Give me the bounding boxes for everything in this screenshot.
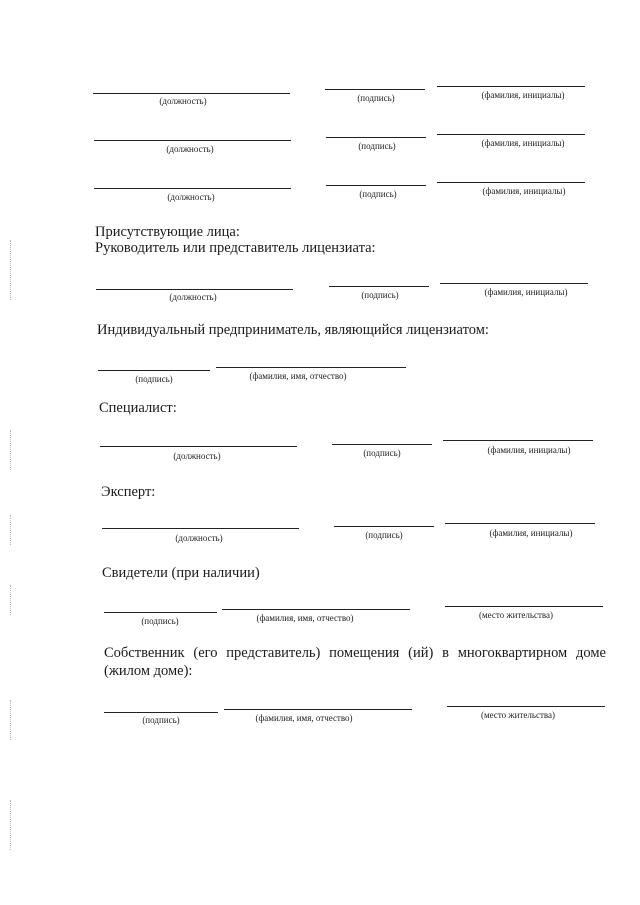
witnesses-heading: Свидетели (при наличии): [102, 565, 260, 581]
position-caption: (должность): [166, 144, 214, 154]
signature-caption: (подпись): [135, 374, 173, 384]
signature-line: [326, 137, 426, 138]
full-name-caption: (фамилия, имя, отчество): [255, 713, 353, 723]
scan-margin-marks: [10, 585, 13, 615]
signature-caption: (подпись): [359, 189, 397, 199]
full-name-line: [222, 609, 410, 610]
residence-caption: (место жительства): [478, 610, 554, 620]
licensee-head-heading: Руководитель или представитель лицензиата:: [95, 240, 376, 256]
signature-caption: (подпись): [357, 93, 395, 103]
signature-caption: (подпись): [358, 141, 396, 151]
scan-margin-marks: [10, 515, 13, 545]
signature-line: [326, 185, 426, 186]
signature-line: [98, 370, 210, 371]
specialist-heading: Специалист:: [99, 400, 177, 416]
surname-initials-caption: (фамилия, инициалы): [484, 287, 568, 297]
residence-line: [445, 606, 603, 607]
signature-caption: (подпись): [365, 530, 403, 540]
position-caption: (должность): [169, 292, 217, 302]
signature-line: [104, 712, 218, 713]
position-line: [102, 528, 299, 529]
signature-caption: (подпись): [142, 715, 180, 725]
signature-caption: (подпись): [361, 290, 399, 300]
residence-caption: (место жительства): [480, 710, 556, 720]
surname-initials-line: [445, 523, 595, 524]
position-line: [94, 140, 291, 141]
surname-initials-caption: (фамилия, инициалы): [481, 90, 565, 100]
surname-initials-line: [440, 283, 588, 284]
full-name-caption: (фамилия, имя, отчество): [249, 371, 347, 381]
position-line: [94, 188, 291, 189]
scan-margin-marks: [10, 800, 13, 850]
residence-line: [447, 706, 605, 707]
position-caption: (должность): [173, 451, 221, 461]
scan-margin-marks: [10, 430, 13, 470]
signature-line: [325, 89, 425, 90]
signature-caption: (подпись): [141, 616, 179, 626]
signature-caption: (подпись): [363, 448, 401, 458]
surname-initials-caption: (фамилия, инициалы): [489, 528, 573, 538]
surname-initials-line: [443, 440, 593, 441]
full-name-line: [224, 709, 412, 710]
surname-initials-caption: (фамилия, инициалы): [482, 186, 566, 196]
signature-line: [329, 286, 429, 287]
position-line: [93, 93, 290, 94]
expert-heading: Эксперт:: [101, 484, 156, 500]
full-name-caption: (фамилия, имя, отчество): [256, 613, 354, 623]
present-persons-heading: Присутствующие лица:: [95, 224, 240, 240]
position-caption: (должность): [175, 533, 223, 543]
position-caption: (должность): [159, 96, 207, 106]
surname-initials-line: [437, 182, 585, 183]
position-line: [96, 289, 293, 290]
scan-margin-marks: [10, 240, 13, 300]
surname-initials-line: [437, 134, 585, 135]
position-line: [100, 446, 297, 447]
surname-initials-caption: (фамилия, инициалы): [481, 138, 565, 148]
surname-initials-line: [437, 86, 585, 87]
surname-initials-caption: (фамилия, инициалы): [487, 445, 571, 455]
owner-heading: Собственник (его представитель) помещения (ий) в многоквартирном доме (жилом доме):: [104, 645, 606, 679]
full-name-line: [216, 367, 406, 368]
signature-line: [332, 444, 432, 445]
position-caption: (должность): [167, 192, 215, 202]
individual-entrepreneur-heading: Индивидуальный предприниматель, являющийся лицензиатом:: [97, 322, 489, 338]
signature-line: [334, 526, 434, 527]
signature-line: [104, 612, 217, 613]
scan-margin-marks: [10, 700, 13, 740]
